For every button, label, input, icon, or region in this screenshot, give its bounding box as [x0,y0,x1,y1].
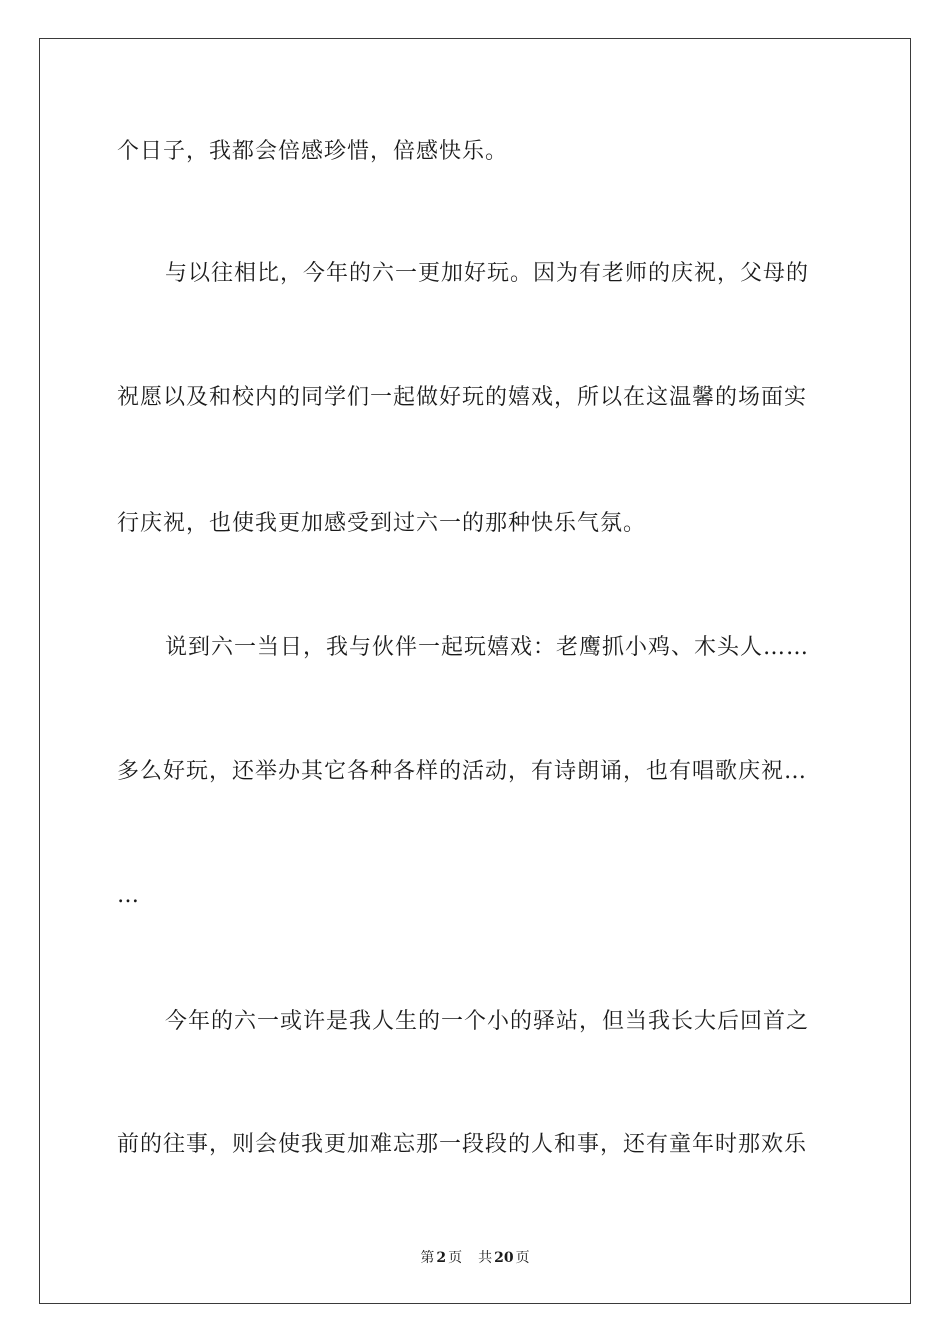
text-line-6: 多么好玩，还举办其它各种各样的活动，有诗朗诵，也有唱歌庆祝… [117,759,808,784]
text-line-8: 今年的六一或许是我人生的一个小的驿站，但当我长大后回首之 [165,1009,810,1034]
text-line-2: 与以往相比，今年的六一更加好玩。因为有老师的庆祝，父母的 [165,261,810,286]
text-line-1: 个日子，我都会倍感珍惜，倍感快乐。 [117,139,509,164]
total-pages: 20 [494,1250,514,1266]
page-number: 2 [436,1250,447,1266]
text-line-9: 前的往事，则会使我更加难忘那一段段的人和事，还有童年时那欢乐 [117,1132,808,1157]
page-prefix: 第 [420,1250,435,1266]
page-border [39,38,911,1304]
text-line-7: … [117,883,140,908]
text-line-5: 说到六一当日，我与伙伴一起玩嬉戏：老鹰抓小鸡、木头人…… [165,635,810,660]
text-line-4: 行庆祝，也使我更加感受到过六一的那种快乐气氛。 [117,511,647,536]
total-prefix: 共 [478,1250,493,1266]
page-footer [0,1248,950,1268]
text-line-3: 祝愿以及和校内的同学们一起做好玩的嬉戏，所以在这温馨的场面实 [117,385,808,410]
total-suffix: 页 [515,1250,530,1266]
page-suffix: 页 [448,1250,463,1266]
